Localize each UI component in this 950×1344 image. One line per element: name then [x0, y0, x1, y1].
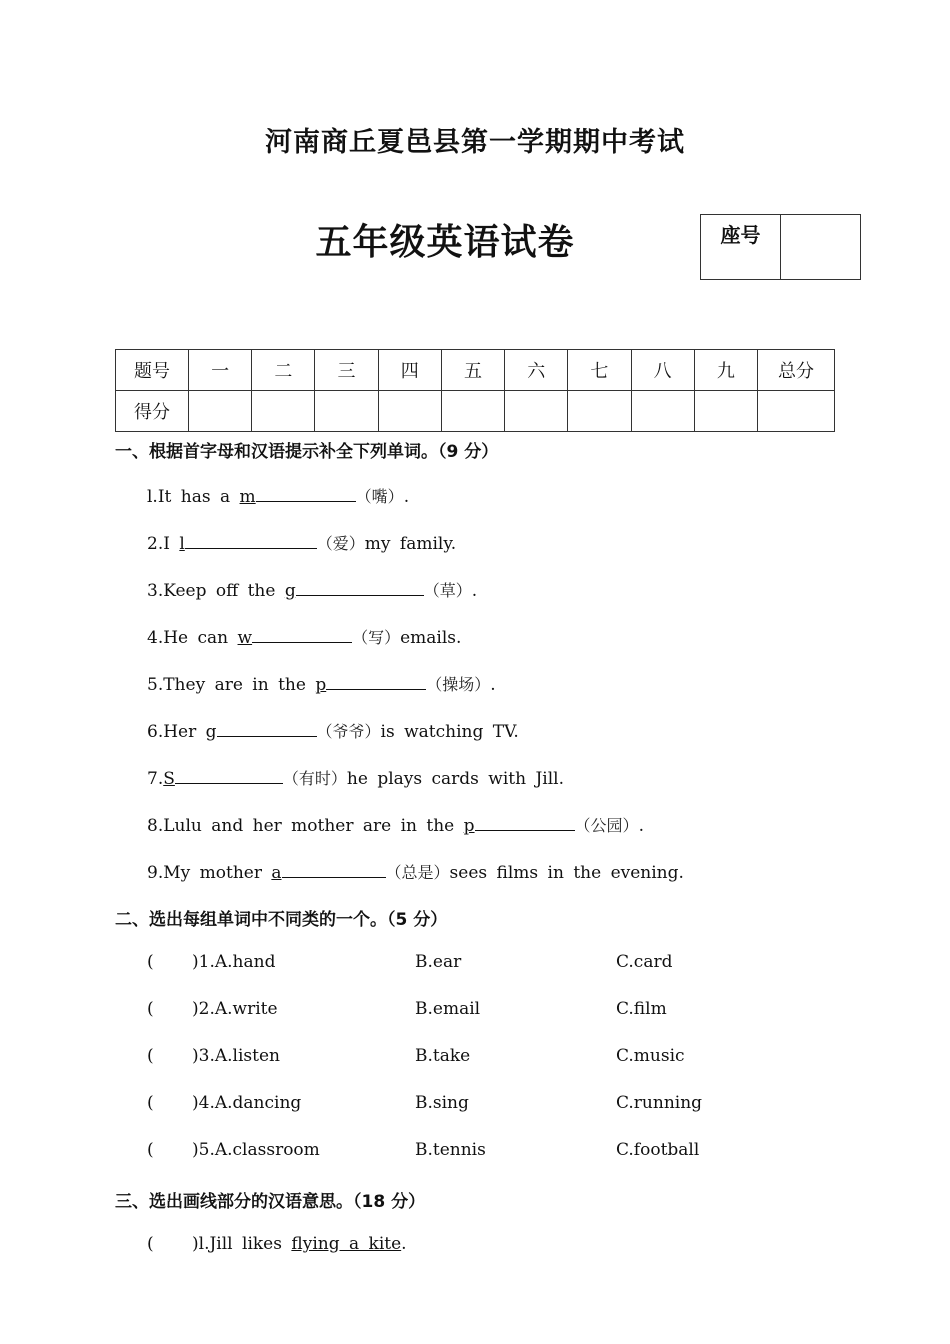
score-header-cell: 七	[568, 350, 631, 391]
answer-blank[interactable]	[217, 718, 317, 737]
initial-letter: S	[163, 769, 175, 789]
question-text: sees films in the evening.	[449, 863, 684, 883]
seat-label: 座号	[701, 215, 781, 279]
question-text: is watching TV.	[380, 722, 519, 742]
hint-text: （嘴）	[355, 487, 404, 506]
score-cell[interactable]	[505, 391, 568, 432]
choice-paren: (	[147, 1140, 154, 1160]
question-text: 2.I	[147, 534, 180, 554]
score-header-cell: 四	[378, 350, 441, 391]
choice-option-a: )3.A.listen	[192, 1046, 280, 1066]
hint-text: （草）	[423, 581, 472, 600]
choice-paren: (	[147, 952, 154, 972]
choice-option-b: B.take	[415, 1046, 471, 1066]
hint-text: （公园）	[574, 816, 639, 835]
hint-text: （总是）	[385, 863, 450, 882]
score-cell[interactable]	[631, 391, 694, 432]
score-cell[interactable]	[378, 391, 441, 432]
fill-question	[147, 577, 477, 601]
question-text: .	[638, 816, 644, 836]
initial-letter: l	[179, 534, 185, 554]
choice-option-a: )5.A.classroom	[192, 1140, 320, 1160]
question-text: 5.They are in the	[147, 675, 316, 695]
answer-blank[interactable]	[326, 671, 426, 690]
question-text: l.It has a	[147, 487, 240, 507]
question-text: he plays cards with Jill.	[346, 769, 565, 789]
question-text: 4.He can	[147, 628, 238, 648]
score-header-cell: 一	[189, 350, 252, 391]
choice-option-c: C.music	[616, 1046, 685, 1066]
question-text: 9.My mother	[147, 863, 272, 883]
score-header-cell: 二	[252, 350, 315, 391]
question-text: 8.Lulu and her mother are in the	[147, 816, 464, 836]
choice-option-a: )1.A.hand	[192, 952, 276, 972]
choice-option-c: C.card	[616, 952, 673, 972]
question-text: emails.	[400, 628, 462, 648]
score-cell[interactable]	[252, 391, 315, 432]
underlined-phrase: flying a kite	[291, 1234, 402, 1254]
seat-value	[781, 215, 860, 279]
answer-blank[interactable]	[475, 812, 575, 831]
hint-text: （有时）	[282, 769, 347, 788]
score-cell[interactable]	[189, 391, 252, 432]
answer-blank[interactable]	[175, 765, 283, 784]
choice-option-b: B.sing	[415, 1093, 469, 1113]
section-2-title: 二、选出每组单词中不同类的一个。（5 分）	[115, 910, 448, 930]
choice-option-c: C.football	[616, 1140, 700, 1160]
answer-blank[interactable]	[296, 577, 424, 596]
choice-option-c: C.film	[616, 999, 667, 1019]
score-cell[interactable]	[694, 391, 757, 432]
initial-letter: m	[239, 487, 256, 507]
section-1-title: 一、根据首字母和汉语提示补全下列单词。（9 分）	[115, 442, 499, 462]
choice-option-b: B.email	[415, 999, 481, 1019]
score-header-cell: 九	[694, 350, 757, 391]
score-header-cell: 题号	[116, 350, 189, 391]
hint-text: （爱）	[316, 534, 365, 553]
score-cell[interactable]	[441, 391, 504, 432]
question-text: 6.Her	[147, 722, 206, 742]
answer-blank[interactable]	[252, 624, 352, 643]
question-text: 3.Keep off the	[147, 581, 285, 601]
initial-letter: g	[205, 722, 217, 742]
hint-text: （操场）	[426, 675, 491, 694]
choice-paren: (	[147, 1046, 154, 1066]
fill-question	[147, 859, 684, 883]
exam-subtitle: 五年级英语试卷	[315, 222, 575, 263]
hint-text: （爷爷）	[316, 722, 381, 741]
score-header-cell: 五	[441, 350, 504, 391]
meaning-question	[192, 1234, 407, 1254]
choice-paren: (	[147, 1234, 154, 1254]
score-cell[interactable]	[568, 391, 631, 432]
fill-question	[147, 624, 461, 648]
fill-question	[147, 812, 644, 836]
choice-option-a: )4.A.dancing	[192, 1093, 302, 1113]
initial-letter: p	[315, 675, 327, 695]
score-row-label: 得分	[116, 391, 189, 432]
initial-letter: w	[237, 628, 253, 648]
choice-paren: (	[147, 999, 154, 1019]
choice-option-c: C.running	[616, 1093, 703, 1113]
section-3-title: 三、选出画线部分的汉语意思。（18 分）	[115, 1192, 426, 1212]
fill-question	[147, 671, 496, 695]
question-text: .	[490, 675, 496, 695]
question-text: )l.Jill likes	[192, 1234, 292, 1254]
question-text: .	[403, 487, 410, 507]
score-cell[interactable]	[758, 391, 835, 432]
answer-blank[interactable]	[256, 483, 356, 502]
hint-text: （写）	[352, 628, 401, 647]
fill-question	[147, 765, 564, 789]
exam-title: 河南商丘夏邑县第一学期期中考试	[265, 127, 685, 158]
initial-letter: p	[463, 816, 475, 836]
initial-letter: a	[271, 863, 282, 883]
score-table	[115, 349, 835, 432]
initial-letter: g	[284, 581, 296, 601]
score-table-score-row	[116, 391, 835, 432]
fill-question	[147, 718, 519, 742]
score-header-cell: 总分	[758, 350, 835, 391]
fill-question	[147, 483, 409, 507]
question-text: .	[401, 1234, 407, 1254]
choice-paren: (	[147, 1093, 154, 1113]
question-text: my family.	[364, 534, 457, 554]
question-text: 7.	[147, 769, 164, 789]
seat-number-box	[700, 214, 861, 280]
score-header-cell: 三	[315, 350, 378, 391]
answer-blank[interactable]	[282, 859, 386, 878]
choice-option-a: )2.A.write	[192, 999, 278, 1019]
choice-option-b: B.tennis	[415, 1140, 486, 1160]
score-header-cell: 八	[631, 350, 694, 391]
answer-blank[interactable]	[185, 530, 317, 549]
score-header-cell: 六	[505, 350, 568, 391]
score-table-header-row	[116, 350, 835, 391]
score-cell[interactable]	[315, 391, 378, 432]
question-text: .	[471, 581, 478, 601]
choice-option-b: B.ear	[415, 952, 462, 972]
fill-question	[147, 530, 456, 554]
